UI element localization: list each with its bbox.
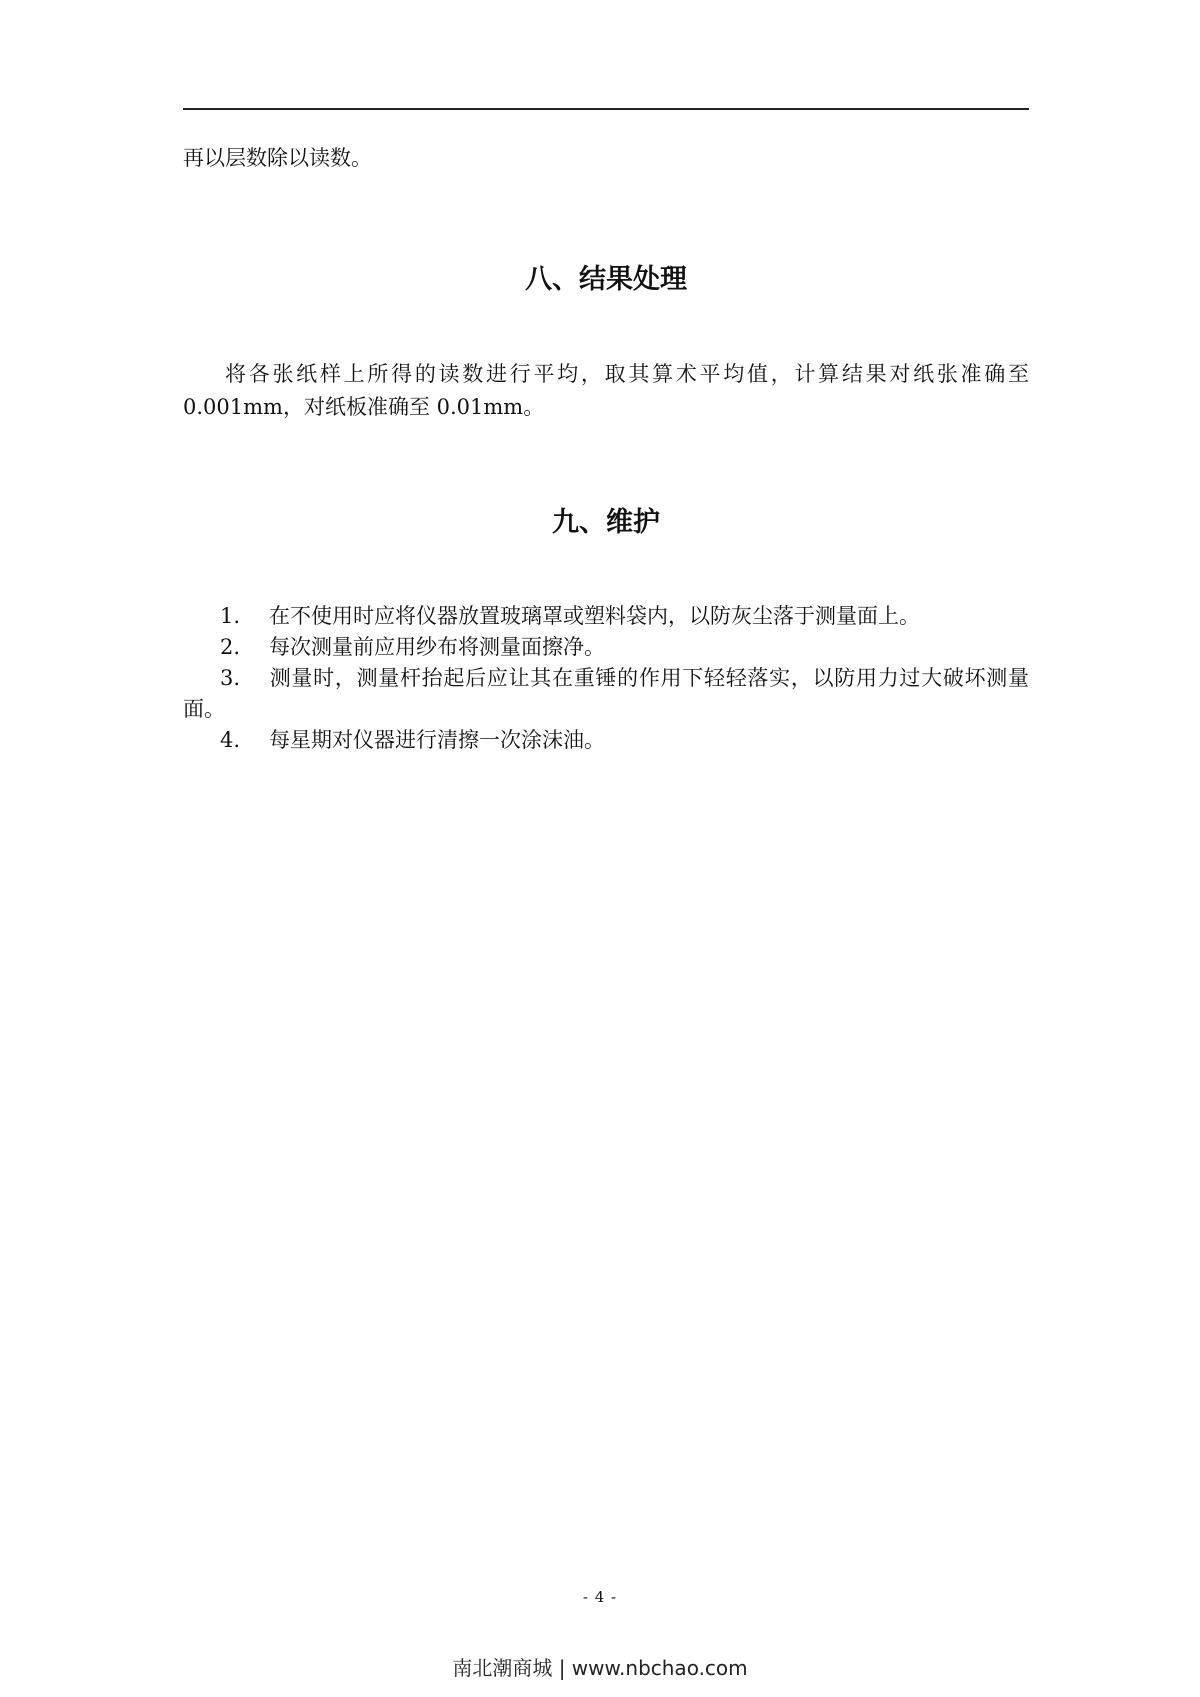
- results-paragraph: 将各张纸样上所得的读数进行平均，取其算术平均值，计算结果对纸张准确至 0.001mm，对纸板准确至 0.01mm。: [183, 362, 1029, 419]
- list-item: [183, 632, 1029, 663]
- list-item-number: 3.: [220, 666, 241, 690]
- list-item-text: 每星期对仪器进行清擦一次涂沫油。: [269, 728, 605, 752]
- list-item-text: 每次测量前应用纱布将测量面擦净。: [269, 635, 605, 659]
- list-item-number: 4.: [220, 728, 241, 752]
- document-body: [183, 142, 1029, 756]
- list-item-number: 1.: [220, 604, 241, 628]
- list-item: [183, 725, 1029, 756]
- list-item: [183, 663, 1029, 725]
- list-item: [183, 601, 1029, 632]
- list-item-text: 测量时，测量杆抬起后应让其在重锤的作用下轻轻落实，以防用力过大破坏测量面。: [183, 666, 1029, 721]
- header-rule: [183, 108, 1029, 110]
- section-title-maintenance: 九、维护: [552, 507, 660, 538]
- page-number: - 4 -: [582, 1588, 618, 1606]
- list-item-number: 2.: [220, 635, 241, 659]
- section-title-results: 八、结果处理: [525, 264, 687, 295]
- list-item-text: 在不使用时应将仪器放置玻璃罩或塑料袋内，以防灰尘落于测量面上。: [269, 604, 920, 628]
- intro-paragraph: 再以层数除以读数。: [183, 146, 372, 170]
- maintenance-list: [183, 601, 1029, 756]
- site-watermark: 南北潮商城 | www.nbchao.com: [452, 1656, 748, 1680]
